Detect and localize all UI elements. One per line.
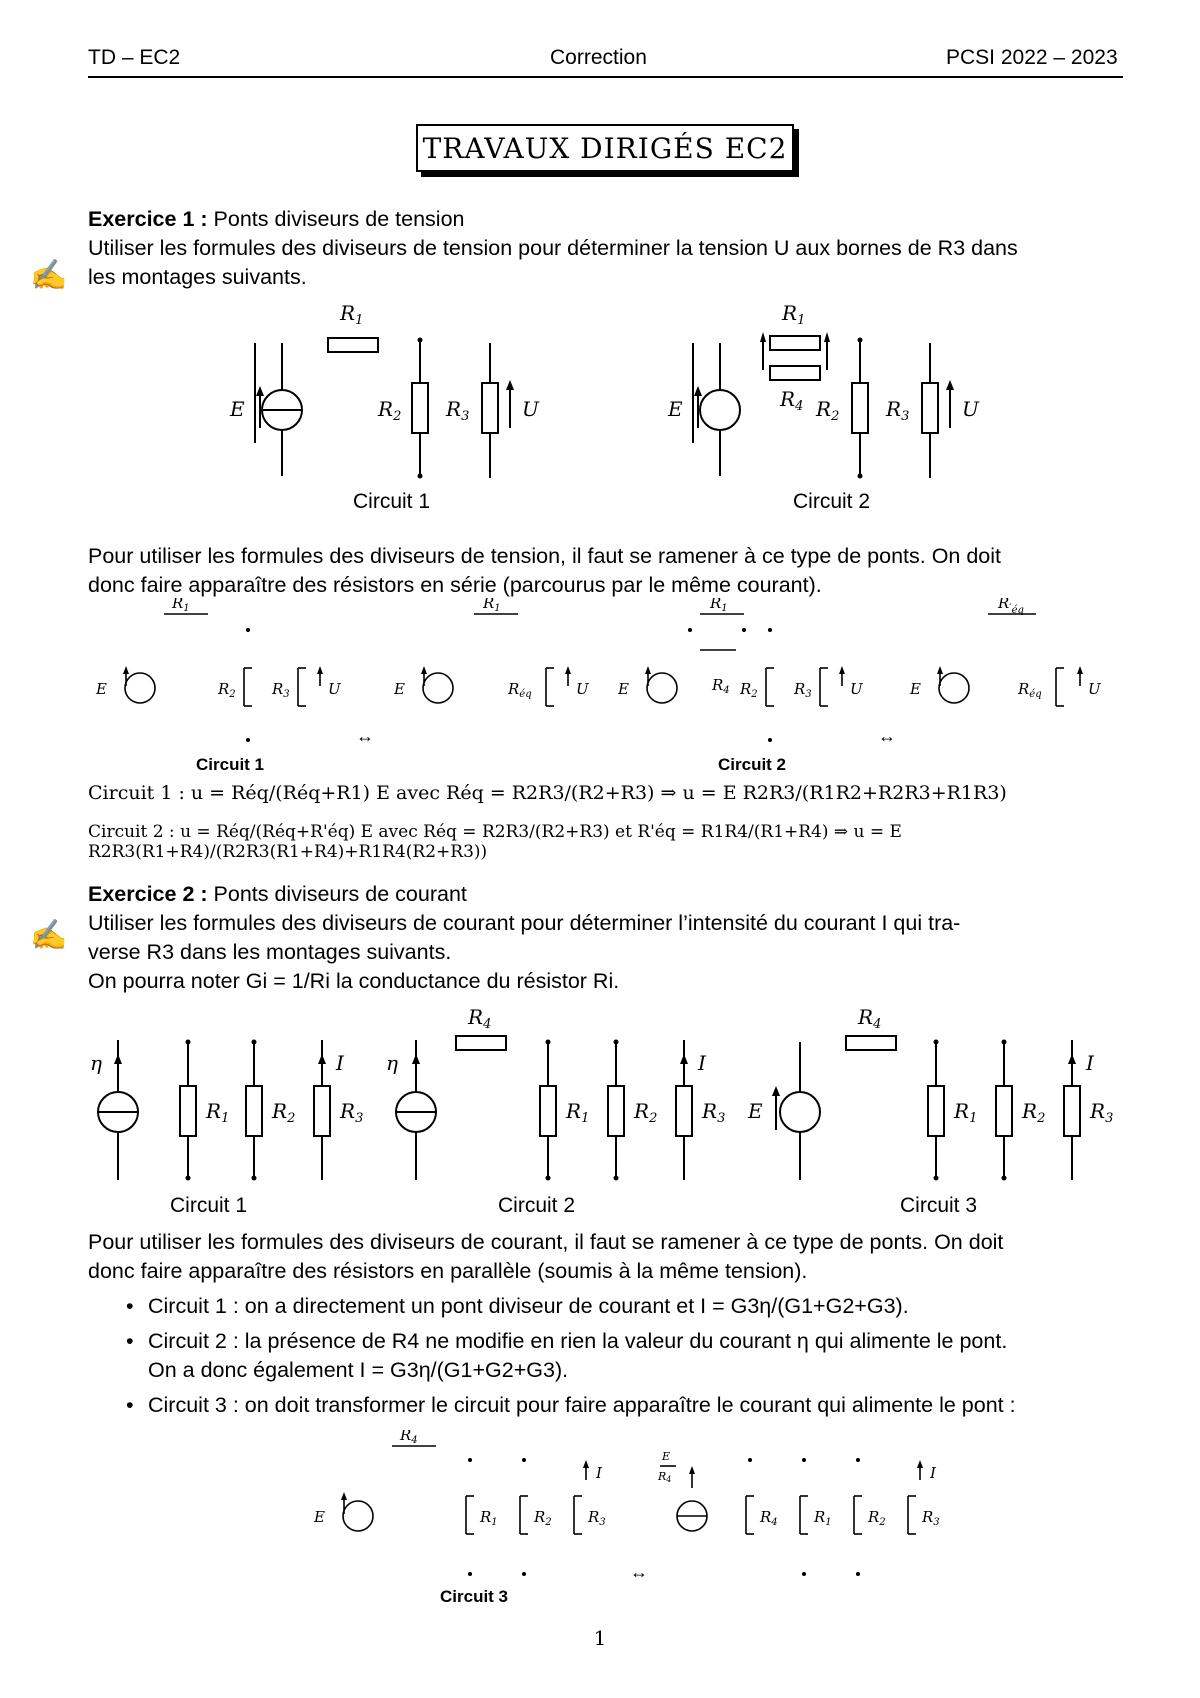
ex2-statement-2: verse R3 dans les montages suivants. xyxy=(88,940,452,964)
svg-text:R2: $R_2$ xyxy=(272,1099,296,1126)
svg-text:R1: $R_1$ xyxy=(172,598,190,614)
svg-text:E: E xyxy=(662,1450,671,1463)
page-title: TRAVAUX DIRIGÉS EC2 xyxy=(416,124,794,172)
svg-text:R1: $R_1$ xyxy=(710,598,728,614)
svg-text:R3: $R_3$ xyxy=(272,680,290,700)
header-center: Correction xyxy=(550,46,647,69)
svg-text:I: I xyxy=(596,1464,602,1482)
header-rule xyxy=(88,76,1123,78)
ex1-answer-1: Pour utiliser les formules des diviseurs de tension, il faut se ramener à ce type de ponts. On doit xyxy=(88,544,1002,568)
ex2-statement-3: On pourra noter Gi = 1/Ri la conductance du résistor Ri. xyxy=(88,969,620,993)
svg-text:R3: $R_3$ xyxy=(588,1508,606,1528)
ex1-c1-label-r1: $R_1$ xyxy=(340,301,364,328)
ex2-bullet-list xyxy=(120,1292,1016,1420)
svg-text:I: I xyxy=(930,1464,936,1482)
svg-text:η: η xyxy=(90,1051,102,1075)
svg-text:R4: R4 xyxy=(658,1470,672,1484)
svg-text:R1: $R_1$ xyxy=(480,1508,498,1528)
svg-text:U: U xyxy=(850,680,863,698)
ex2-circuit1-caption: Circuit 1 xyxy=(170,1194,248,1217)
svg-text:R3: $R_3$ xyxy=(886,397,910,424)
svg-text:E: E xyxy=(96,680,107,698)
svg-text:R2: $R_2$ xyxy=(1022,1099,1046,1126)
header-left: TD – EC2 xyxy=(88,46,181,69)
ex2-circuit2-caption: Circuit 2 xyxy=(498,1194,576,1217)
ex2-circuit3-caption: Circuit 3 xyxy=(900,1194,978,1217)
svg-text:E: E xyxy=(748,1099,763,1123)
ex2-statement-1: Utiliser les formules des diviseurs de courant pour déterminer l’intensité du courant I qui tra- xyxy=(88,911,961,935)
svg-text:R3: $R_3$ xyxy=(922,1508,940,1528)
ex1-name: Ponts diviseurs de tension xyxy=(213,207,465,231)
svg-text:R2: $R_2$ xyxy=(378,397,402,424)
ex1-result-2: Circuit 2 : u = Réq/(Réq+R'éq) E avec Réq = R2R3/(R2+R3) et R'éq = R1R4/(R1+R4) ⇒ u = E R2R3(R1+R4)/(R2R3(R1+R4)+R1R4(R2+R3)) xyxy=(88,822,902,862)
svg-text:E: E xyxy=(230,397,245,421)
svg-text:E: E xyxy=(668,397,683,421)
ex2-heading xyxy=(88,880,467,909)
svg-text:R1: $R_1$ xyxy=(206,1099,230,1126)
ex1-circuits-diagram xyxy=(210,298,1010,518)
svg-text:R3: $R_3$ xyxy=(1090,1099,1114,1126)
list-item: • Circuit 2 : la présence de R4 ne modifie en rien la valeur du courant η qui alimente le pont. xyxy=(120,1327,1016,1356)
svg-text:η: η xyxy=(386,1051,398,1075)
svg-text:R4: $R_4$ xyxy=(760,1508,778,1528)
ex1-statement-2: les montages suivants. xyxy=(88,265,307,289)
svg-text:R2: $R_2$ xyxy=(816,397,840,424)
svg-text:U: U xyxy=(576,680,589,698)
ex1-circuit2-caption: Circuit 2 xyxy=(793,490,871,513)
svg-text:U: U xyxy=(328,680,341,698)
ex1-equiv-2: ↔ xyxy=(878,726,896,746)
ex2-answer-2: donc faire apparaître des résistors en parallèle (soumis à la même tension). xyxy=(88,1259,808,1283)
ex1-small-circuit2: Circuit 2 xyxy=(718,755,787,774)
svg-text:R1: $R_1$ xyxy=(483,598,501,614)
ex1-equivalence-diagram xyxy=(88,598,1128,778)
svg-text:R3: $R_3$ xyxy=(446,397,470,424)
ex1-label: Exercice 1 : xyxy=(88,207,208,231)
ex1-result-1: Circuit 1 : u = Réq/(Réq+R1) E avec Réq = R2R3/(R2+R3) ⇒ u = E R2R3/(R1R2+R2R3+R1R3) xyxy=(88,782,1007,804)
svg-text:I: I xyxy=(336,1051,344,1075)
page-number: 1 xyxy=(593,1626,607,1650)
svg-text:R4: $R_4$ xyxy=(400,1430,418,1446)
svg-text:R4: $R_4$ xyxy=(858,1005,882,1032)
svg-text:E: E xyxy=(618,680,629,698)
list-item: • Circuit 3 : on doit transformer le circuit pour faire apparaître le courant qui alimente le pont : xyxy=(120,1391,1016,1420)
svg-text:R4: $R_4$ xyxy=(780,387,804,414)
svg-text:I: I xyxy=(698,1051,706,1075)
ex1-circuit1-caption: Circuit 1 xyxy=(353,490,431,513)
ex2-transformation-diagram xyxy=(300,1430,980,1610)
svg-text:R2: $R_2$ xyxy=(534,1508,552,1528)
ex2-answer-1: Pour utiliser les formules des diviseurs de courant, il faut se ramener à ce type de ponts. On doit xyxy=(88,1230,1004,1254)
svg-text:R4: $R_4$ xyxy=(468,1005,492,1032)
ex1-small-circuit1: Circuit 1 xyxy=(196,755,265,774)
svg-text:U: U xyxy=(962,397,979,421)
ex1-heading xyxy=(88,205,465,234)
svg-text:R1: $R_1$ xyxy=(814,1508,832,1528)
svg-text:R2: $R_2$ xyxy=(218,680,236,700)
svg-text:E: E xyxy=(910,680,921,698)
list-item: • Circuit 1 : on a directement un pont diviseur de courant et I = G3η/(G1+G2+G3). xyxy=(120,1292,1016,1321)
svg-text:U: U xyxy=(522,397,539,421)
header-right: PCSI 2022 – 2023 xyxy=(946,46,1118,69)
ex2-small-circuit3: Circuit 3 xyxy=(440,1587,509,1606)
pencil-icon-2: ✍ xyxy=(30,918,68,953)
svg-text:R4: $R_4$ xyxy=(712,676,730,696)
svg-text:R3: $R_3$ xyxy=(702,1099,726,1126)
svg-text:I: I xyxy=(1086,1051,1094,1075)
pencil-icon: ✍ xyxy=(30,258,68,293)
svg-text:R1: $R_1$ xyxy=(566,1099,590,1126)
svg-text:R2: $R_2$ xyxy=(868,1508,886,1528)
svg-text:Réq: $R_{éq}$ xyxy=(1018,680,1042,700)
svg-text:E: E xyxy=(394,680,405,698)
svg-text:R2: $R_2$ xyxy=(740,680,758,700)
ex2-equiv: ↔ xyxy=(630,1562,648,1582)
svg-text:R′éq: $R'éq$ xyxy=(998,598,1024,616)
ex2-circuits-diagram xyxy=(88,1002,1138,1222)
svg-text:R3: $R_3$ xyxy=(340,1099,364,1126)
svg-text:R1: $R_1$ xyxy=(782,301,806,328)
svg-text:R1: $R_1$ xyxy=(954,1099,978,1126)
list-item-continuation: On a donc également I = G3η/(G1+G2+G3). xyxy=(148,1358,569,1382)
svg-text:R3: $R_3$ xyxy=(794,680,812,700)
ex1-statement-1: Utiliser les formules des diviseurs de tension pour déterminer la tension U aux bornes de R3 dans xyxy=(88,236,1018,260)
ex1-answer-2: donc faire apparaître des résistors en série (parcourus par le même courant). xyxy=(88,573,822,597)
svg-text:U: U xyxy=(1088,680,1101,698)
ex2-name: Ponts diviseurs de courant xyxy=(213,882,467,906)
svg-text:E: E xyxy=(314,1508,325,1526)
ex1-equiv-1: ↔ xyxy=(356,726,374,746)
ex2-label: Exercice 2 : xyxy=(88,882,208,906)
svg-text:Réq: $R_{éq}$ xyxy=(508,680,532,700)
svg-text:R2: $R_2$ xyxy=(634,1099,658,1126)
